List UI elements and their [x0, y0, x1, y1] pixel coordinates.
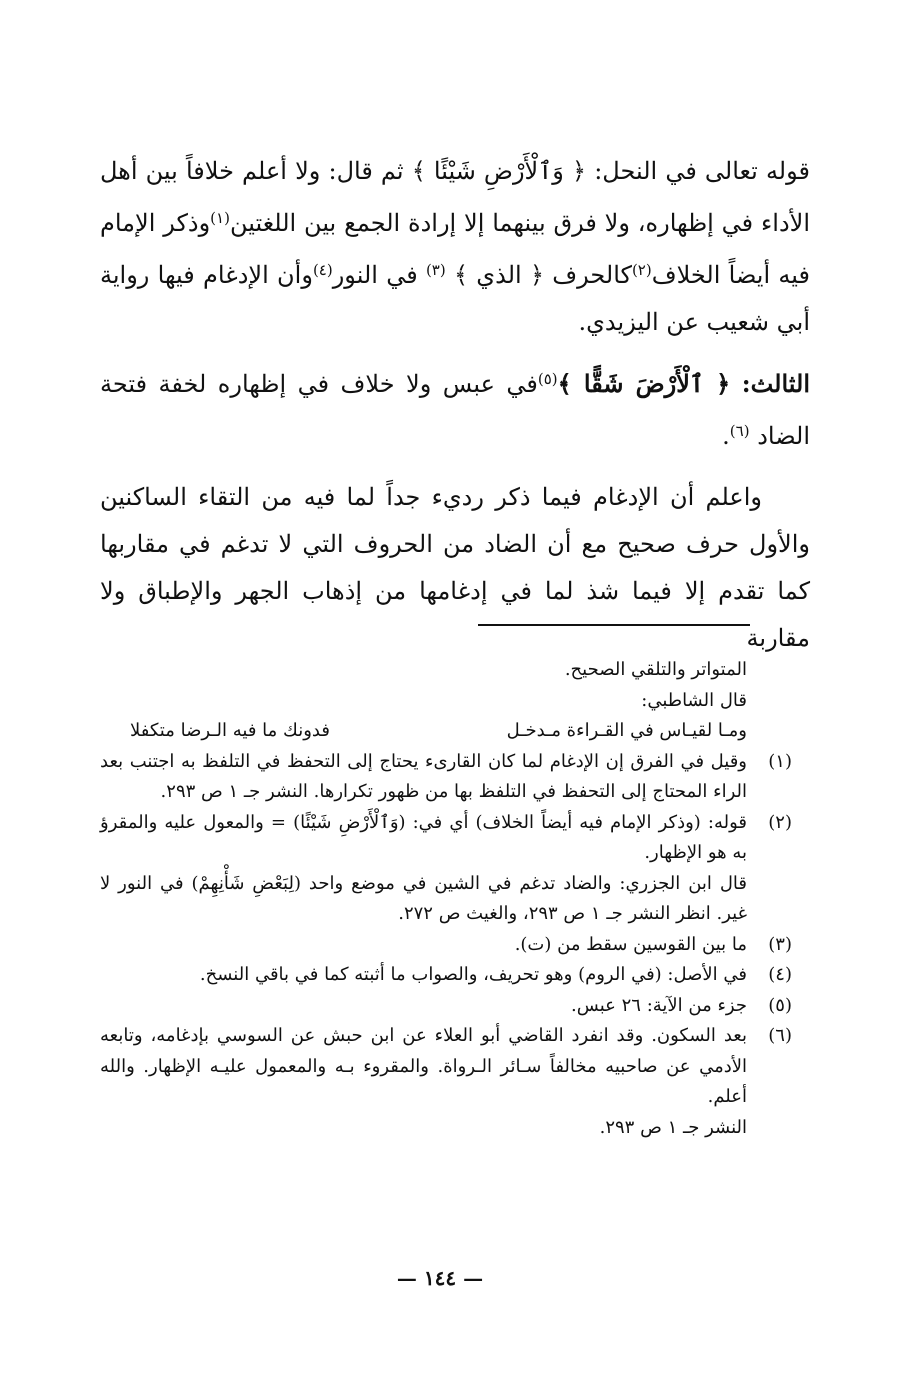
footnote-text: وقيل في الفرق إن الإدغام لما كان القارىء يحتاج إلى التحفظ في التلفظ به اجتنب بعد الراء المحتاج إلى التحفظ في التلفظ بها من ظهور تكرارها. النشر جـ ١ ص ٢٩٣.: [100, 750, 747, 802]
p1-text-b: أهل الأداء في إظهاره، ولا فرق بينهما إلا إرادة الجمع بين اللغتين: [100, 157, 810, 237]
footnote-5: [100, 991, 792, 1022]
footnote-separator: [478, 624, 750, 626]
p2-text: في عبس ولا خلاف في إظهاره لخفة فتحة الضاد: [100, 370, 810, 450]
footnote-4: [100, 960, 792, 991]
footnote-number: (١): [768, 750, 792, 772]
footnote-text: جزء من الآية: ٢٦ عبس.: [571, 994, 747, 1016]
main-text: [100, 148, 810, 662]
section-label-third: الثالث:: [741, 369, 810, 398]
footnote-number: (٦): [768, 1025, 792, 1046]
footnote-6: [100, 1021, 792, 1143]
p1-text-c: وذكر الإمام فيه أيضاً الخلاف: [100, 209, 810, 289]
footnote-text: ما بين القوسين سقط من (ت).: [514, 933, 747, 955]
footnote-text: النشر جـ ١ ص ٢٩٣.: [599, 1116, 747, 1138]
footnote-ref-5: (٥): [537, 370, 558, 388]
paragraph-3: واعلم أن الإدغام فيما ذكر رديء جداً لما فيه من التقاء الساكنين والأول حرف صحيح مع أن الضاد من الحروف التي لا تدغم في مقاربها كما تقدم إلا فيما شذ لما في إدغامها من إذهاب الجهر والإطباق ولا مقاربة: [100, 483, 810, 652]
footnote-continuation-1: المتواتر والتلقي الصحيح.: [564, 659, 747, 680]
p2-end: .: [722, 422, 730, 450]
page-number: — ١٤٤ —: [396, 1266, 484, 1290]
footnote-text: في الأصل: (في الروم) وهو تحريف، والصواب ما أثبته كما في باقي النسخ.: [199, 964, 747, 985]
footnote-text: قوله: (وذكر الإمام فيه أيضاً الخلاف) أي في: (وَٱلْأَرْضِ شَيْئًا) = والمعول عليه والمقرؤ به هو الإظهار.: [100, 811, 747, 863]
poem-verse: [100, 716, 792, 747]
footnote-ref-4: (٤): [312, 261, 333, 279]
footnote-ref-3: (٣): [425, 261, 446, 279]
footnote-2: [100, 808, 792, 930]
footnote-ref-6: (٦): [729, 422, 750, 440]
footnote-ref-1: (١): [210, 209, 230, 227]
footnotes: [100, 655, 792, 1143]
footnote-text: قال ابن الجزري: والضاد تدغم في الشين في موضع واحد (لِبَعْضِ شَأْنِهِمْ) في النور لا غير. انظر النشر جـ ١ ص ٢٩٣، والغيث ص ٢٧٢.: [100, 872, 747, 924]
poem-hemistich-2: فدونك ما فيه الـرضا متكفلا: [130, 720, 330, 741]
footnote-number: (٥): [768, 994, 792, 1016]
footnote-continuation-2: قال الشاطبي:: [641, 689, 747, 711]
footnote-number: (٢): [768, 811, 792, 833]
footnote-ref-2: (٢): [631, 261, 652, 279]
p1-text-d: كالحرف ﴿ الذي ﴾: [453, 261, 632, 289]
quran-quote-ard-shaqqa: ﴿ ٱلْأَرْضَ شَقًّا ﴾: [557, 369, 731, 398]
footnote-text: بعد السكون. وقد انفرد القاضي أبو العلاء عن ابن حبش عن السوسي بإدغامه، وتابعه الأدمي عن صاحبيه مخالفاً سـائر الـرواة. والمقروء بـه والمعمول عليـه الإظهار. والله أعلم.: [100, 1025, 747, 1107]
p1-text-f: وأن الإدغام فيها رواية أبي شعيب عن اليزيدي.: [100, 261, 810, 336]
p1-text-a: قوله تعالى في النحل: ﴿ وَٱلْأَرْضِ شَيْئًا ﴾ ثم قال: ولا أعلم خلافاً بين: [145, 157, 810, 185]
footnote-number: (٣): [768, 933, 792, 955]
footnote-1: [100, 747, 792, 808]
p1-text-e: في النور: [332, 261, 418, 289]
footnote-3: [100, 930, 792, 961]
paragraph-1: [100, 148, 810, 346]
footnote-number: (٤): [768, 964, 792, 985]
poem-hemistich-1: ومـا لقيـاس في القـراءة مـدخـل: [506, 720, 747, 741]
paragraph-2: [100, 356, 810, 460]
